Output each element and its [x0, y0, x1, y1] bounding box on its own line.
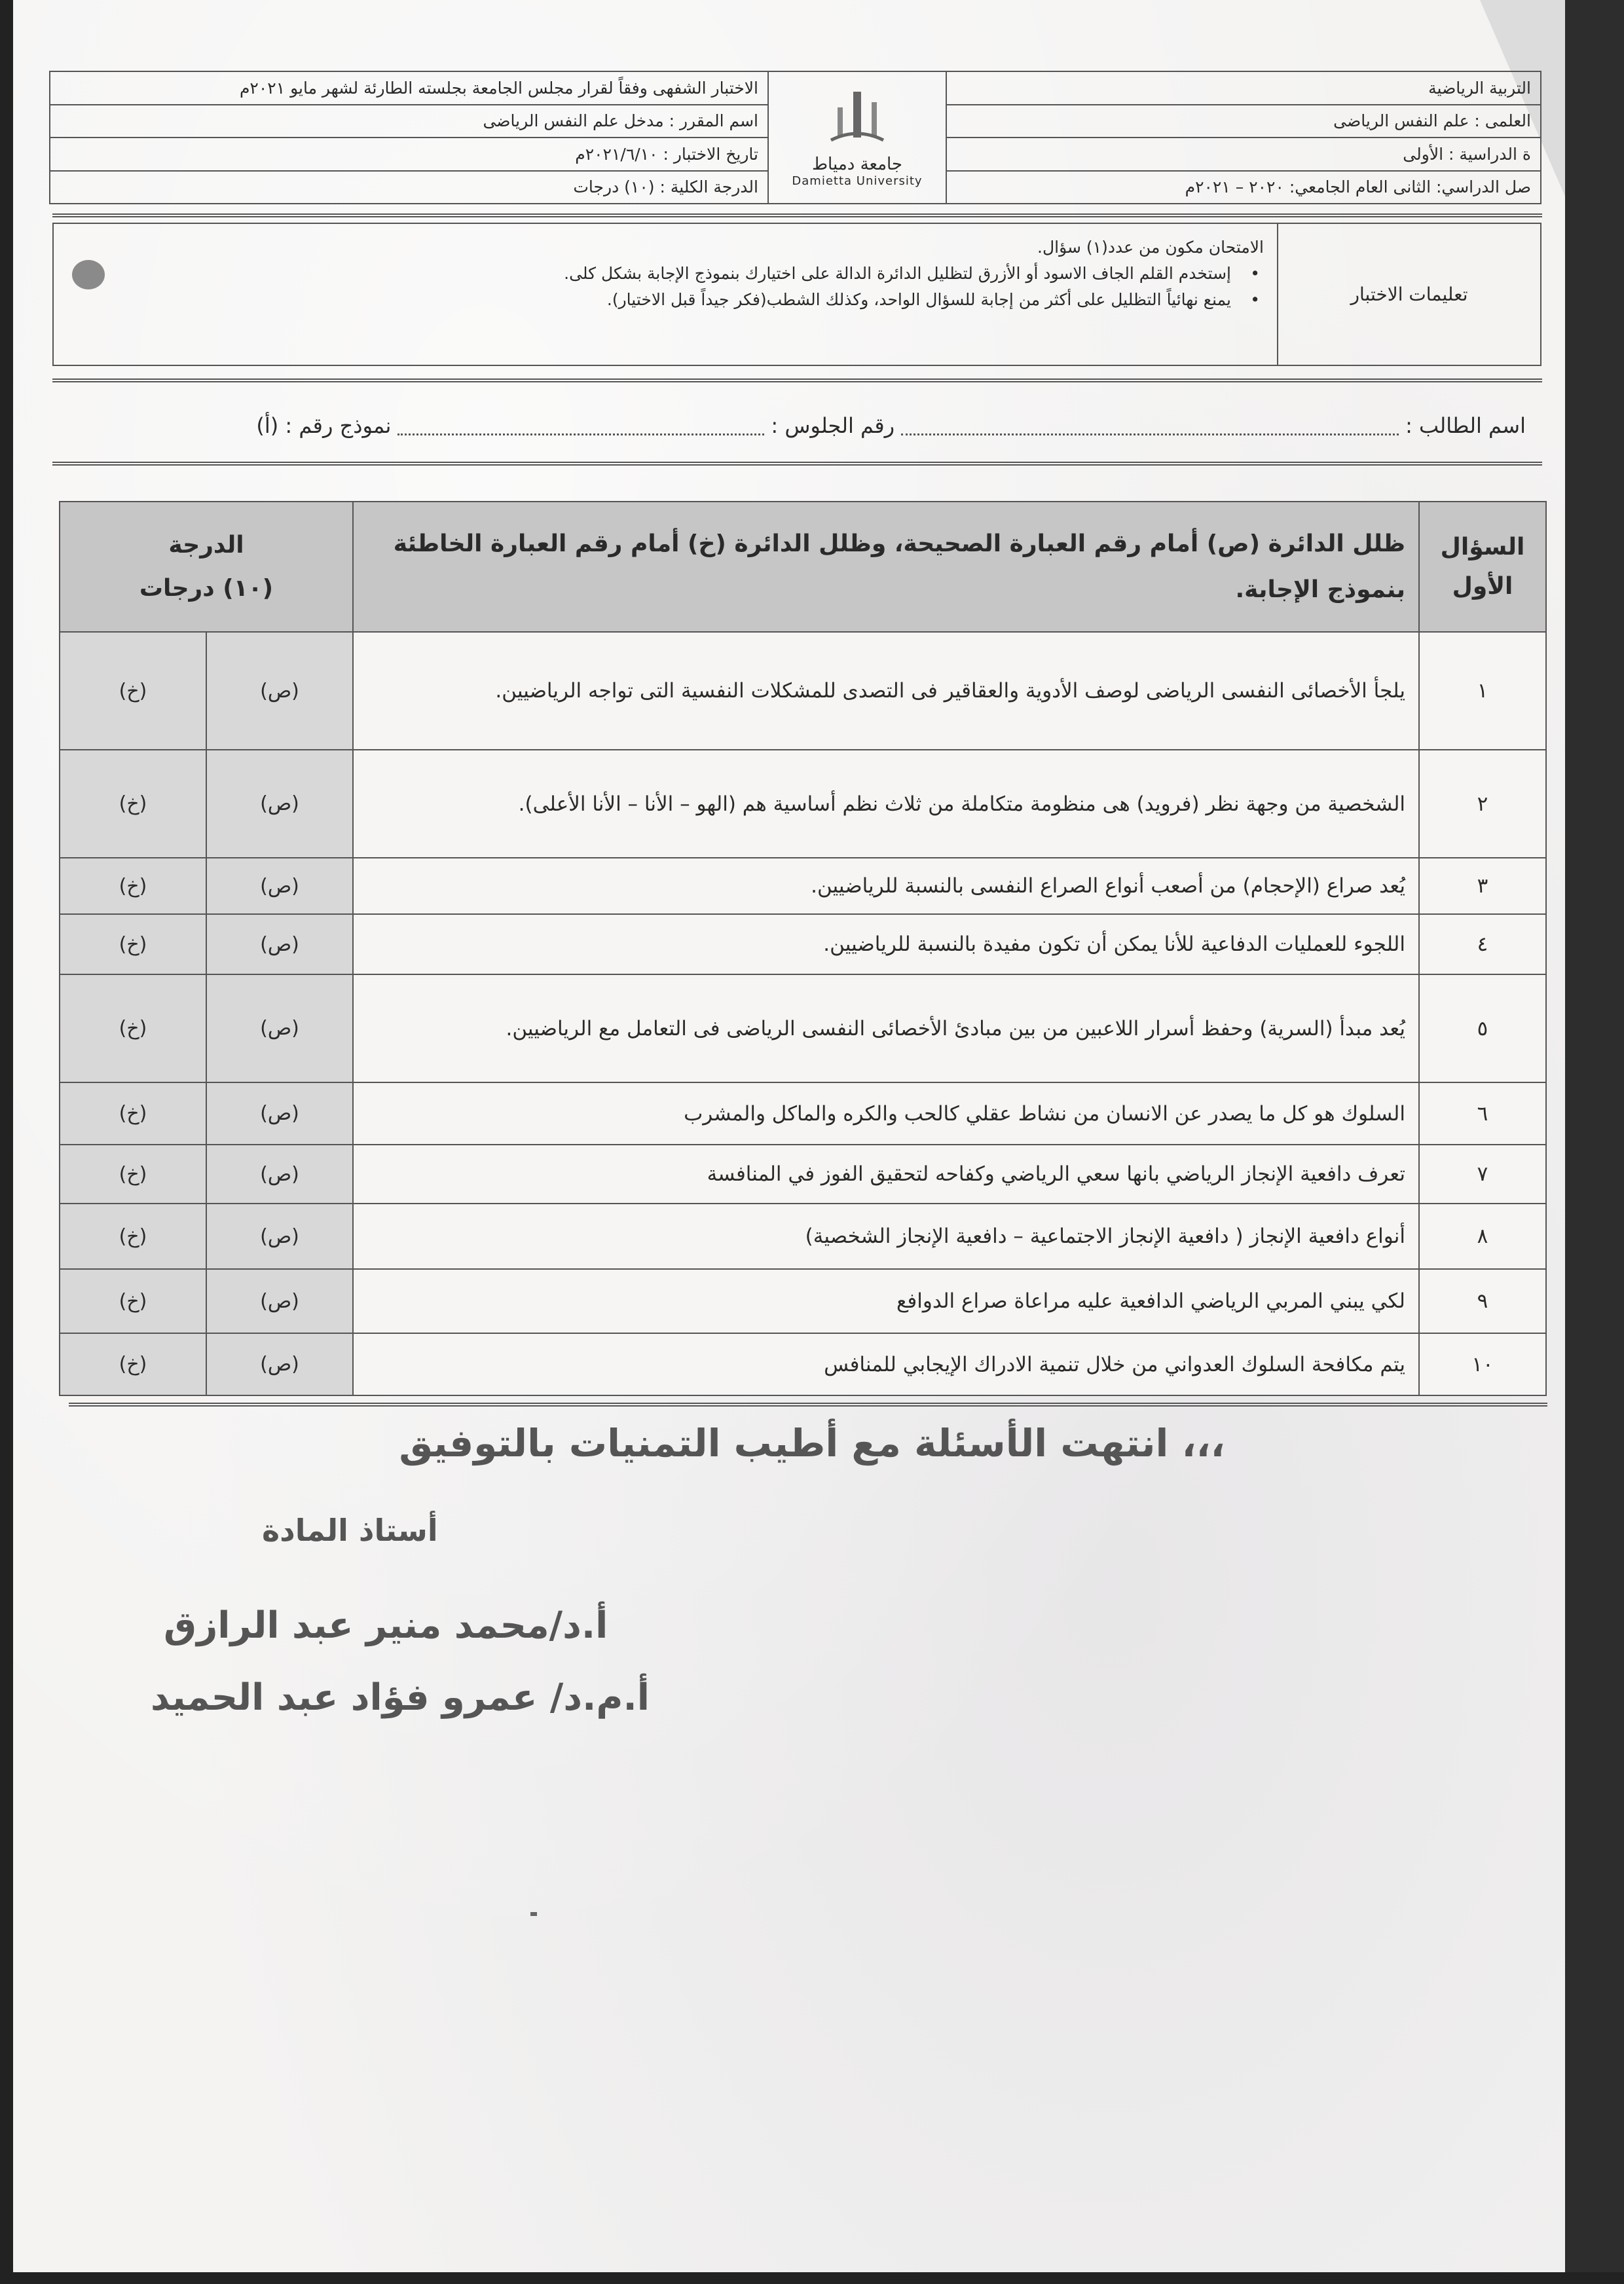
statement-row [60, 632, 1546, 750]
header-faculty-info [947, 72, 1540, 203]
statement-text: تعرف دافعية الإنجاز الرياضي بانها سعي الرياضي وكفاحه لتحقيق الفوز في المنافسة [353, 1145, 1419, 1204]
false-choice[interactable]: (خ) [60, 1333, 206, 1395]
question-instruction: ظلل الدائرة (ص) أمام رقم العبارة الصحيحة، وظلل الدائرة (خ) أمام رقم العبارة الخاطئة بنموذج الإجابة. [353, 502, 1419, 632]
false-choice[interactable]: (خ) [60, 750, 206, 858]
false-choice[interactable]: (خ) [60, 1082, 206, 1145]
statement-row [60, 974, 1546, 1082]
question-grade-cell [60, 502, 353, 632]
exam-header [49, 71, 1541, 204]
true-choice[interactable]: (ص) [206, 1204, 353, 1269]
student-name-label: اسم الطالب : [1405, 413, 1526, 438]
instructions-list [67, 261, 1264, 313]
question-table [59, 501, 1547, 1396]
false-choice[interactable]: (خ) [60, 1145, 206, 1204]
statement-row [60, 914, 1546, 974]
scan-edge-left [0, 0, 14, 2284]
statement-number: ٢ [1419, 750, 1546, 858]
speck [530, 1912, 537, 1916]
question-header-row [60, 502, 1546, 632]
statement-text: يُعد مبدأ (السرية) وحفظ أسرار اللاعبين من بين مبادئ الأخصائى النفسى الرياضى فى التعامل مع الرياضيين. [353, 974, 1419, 1082]
model-number: نموذج رقم : (أ) [256, 413, 392, 438]
true-choice[interactable]: (ص) [206, 858, 353, 914]
statement-number: ٨ [1419, 1204, 1546, 1269]
question-number-label: السؤال الأول [1419, 502, 1546, 632]
statement-row [60, 1204, 1546, 1269]
statement-text: يتم مكافحة السلوك العدواني من خلال تنمية الادراك الإيجابي للمنافس [353, 1333, 1419, 1395]
university-name-en: Damietta University [792, 174, 923, 188]
instructions-intro: الامتحان مكون من عدد(١) سؤال. [1037, 238, 1264, 257]
instructions-label: تعليمات الاختبار [1277, 224, 1540, 365]
grade-value: (١٠) درجات [139, 574, 274, 602]
grade-label: الدرجة [168, 531, 244, 559]
true-choice[interactable]: (ص) [206, 632, 353, 750]
false-choice[interactable]: (خ) [60, 1269, 206, 1333]
true-choice[interactable]: (ص) [206, 914, 353, 974]
header-level: ة الدراسية : الأولى [947, 138, 1540, 172]
statement-row [60, 750, 1546, 858]
false-choice[interactable]: (خ) [60, 974, 206, 1082]
statement-row [60, 1333, 1546, 1395]
statement-number: ١٠ [1419, 1333, 1546, 1395]
statement-text: يلجأ الأخصائى النفسى الرياضى لوصف الأدوية والعقاقير فى التصدى للمشكلات النفسية التى تواجه الرياضيين. [353, 632, 1419, 750]
true-choice[interactable]: (ص) [206, 1333, 353, 1395]
header-exam-type: الاختبار الشفهى وفقاً لقرار مجلس الجامعة بجلسته الطارئة لشهر مايو ٢٠٢١م [50, 72, 767, 105]
statement-text: لكي يبني المربي الرياضي الدافعية عليه مراعاة صراع الدوافع [353, 1269, 1419, 1333]
statement-number: ٧ [1419, 1145, 1546, 1204]
statement-number: ١ [1419, 632, 1546, 750]
seat-number-label: رقم الجلوس : [771, 413, 895, 438]
statement-text: الشخصية من وجهة نظر (فرويد) هى منظومة متكاملة من ثلاث نظم أساسية هم (الهو – الأنا – الأنا الأعلى). [353, 750, 1419, 858]
true-choice[interactable]: (ص) [206, 974, 353, 1082]
statement-row [60, 1082, 1546, 1145]
statement-text: اللجوء للعمليات الدفاعية للأنا يمكن أن تكون مفيدة بالنسبة للرياضيين. [353, 914, 1419, 974]
statement-row [60, 858, 1546, 914]
divider [69, 1403, 1547, 1407]
header-semester: صل الدراسي: الثانى العام الجامعي: ٢٠٢٠ – ٢٠٢١م [1185, 177, 1531, 197]
closing-message: انتهت الأسئلة مع أطيب التمنيات بالتوفيق ،،، [399, 1421, 1225, 1465]
true-choice[interactable]: (ص) [206, 1082, 353, 1145]
statement-row [60, 1145, 1546, 1204]
statement-number: ٦ [1419, 1082, 1546, 1145]
statement-number: ٩ [1419, 1269, 1546, 1333]
instruction-item: • إستخدم القلم الجاف الاسود أو الأزرق لتظليل الدائرة الدالة على اختيارك بنموذج الإجابة بشكل كلى. [67, 261, 1231, 287]
false-choice[interactable]: (خ) [60, 632, 206, 750]
university-logo [769, 72, 947, 203]
instructions-body [54, 224, 1277, 365]
scan-edge-bottom [0, 2272, 1624, 2284]
header-exam-info [50, 72, 769, 203]
professor-name-1: أ.د/محمد منير عبد الرازق [164, 1604, 608, 1647]
university-logo-icon [824, 88, 890, 153]
ink-blot [72, 260, 105, 289]
true-choice[interactable]: (ص) [206, 1269, 353, 1333]
header-faculty: التربية الرياضية [947, 72, 1540, 105]
professor-name-2: أ.م.د/ عمرو فؤاد عبد الحميد [151, 1676, 650, 1719]
statement-number: ٣ [1419, 858, 1546, 914]
statement-text: أنواع دافعية الإنجاز ( دافعية الإنجاز الاجتماعية – دافعية الإنجاز الشخصية) [353, 1204, 1419, 1269]
header-exam-date: تاريخ الاختبار : ٢٠٢١/٦/١٠م [50, 138, 767, 172]
scan-edge-right [1565, 0, 1624, 2284]
student-name-field[interactable] [901, 416, 1399, 435]
divider [52, 378, 1542, 382]
true-choice[interactable]: (ص) [206, 750, 353, 858]
instruction-item: • يمنع نهائياً التظليل على أكثر من إجابة للسؤال الواحد، وكذلك الشطب(فكر جيداً قبل الاختيار). [67, 287, 1231, 313]
false-choice[interactable]: (خ) [60, 914, 206, 974]
header-department: العلمى : علم النفس الرياضى [947, 105, 1540, 139]
false-choice[interactable]: (خ) [60, 858, 206, 914]
true-choice[interactable]: (ص) [206, 1145, 353, 1204]
divider [52, 462, 1542, 466]
statement-text: يُعد صراع (الإحجام) من أصعب أنواع الصراع النفسى بالنسبة للرياضيين. [353, 858, 1419, 914]
false-choice[interactable]: (خ) [60, 1204, 206, 1269]
university-name-ar: جامعة دمياط [812, 154, 902, 174]
header-total-grade: الدرجة الكلية : (١٠) درجات [573, 177, 758, 197]
statements-body [60, 632, 1546, 1395]
exam-instructions [52, 223, 1541, 366]
statement-number: ٥ [1419, 974, 1546, 1082]
student-info [52, 399, 1526, 452]
statement-number: ٤ [1419, 914, 1546, 974]
professor-title: أستاذ المادة [262, 1513, 438, 1548]
seat-number-field[interactable] [397, 416, 764, 435]
header-course-name: اسم المقرر : مدخل علم النفس الرياضى [50, 105, 767, 139]
statement-row [60, 1269, 1546, 1333]
statement-text: السلوك هو كل ما يصدر عن الانسان من نشاط عقلي كالحب والكره والماكل والمشرب [353, 1082, 1419, 1145]
divider [52, 213, 1542, 217]
